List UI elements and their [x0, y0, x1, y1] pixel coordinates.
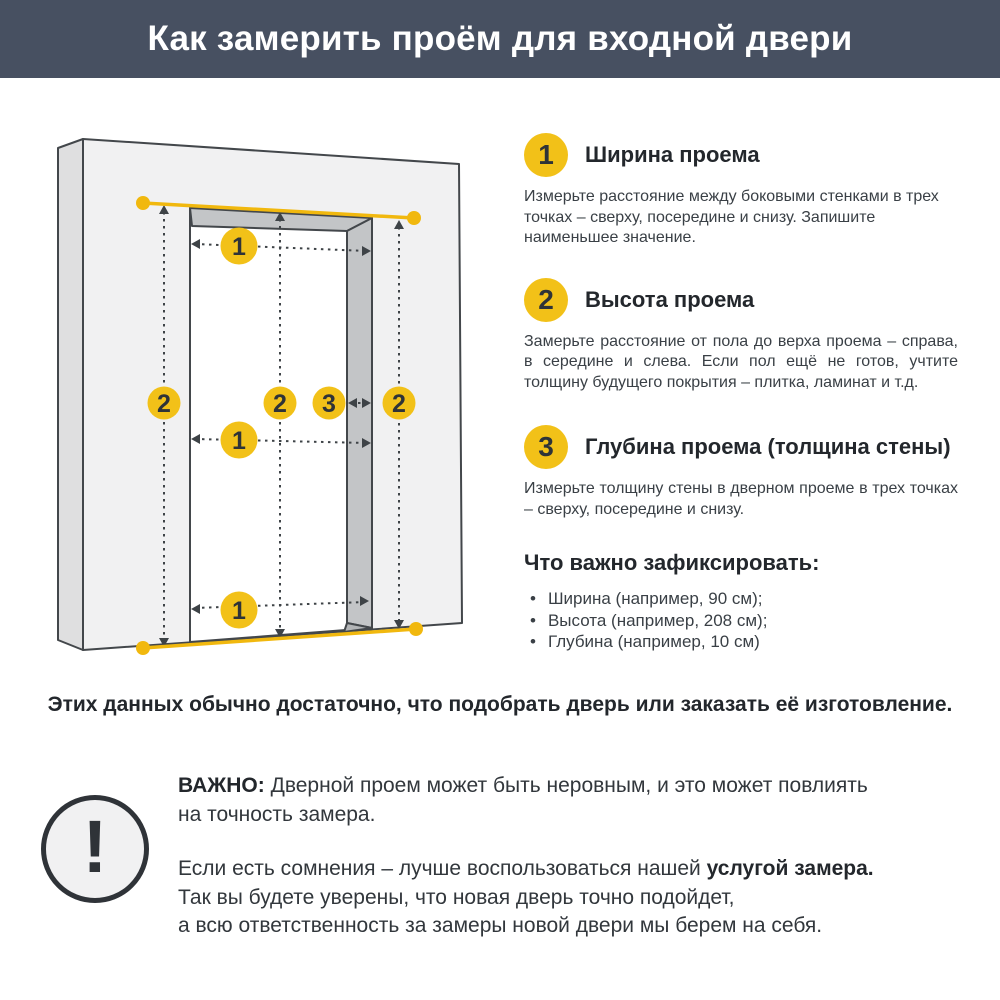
important-line-2: на точность замера.: [178, 802, 376, 826]
important-paragraph-1: [178, 772, 956, 829]
marker-height-right: [383, 387, 416, 420]
important-line-3: Если есть сомнения – лучше воспользоваться нашей: [178, 857, 707, 880]
marker-depth: [313, 387, 346, 420]
important-line-1: Дверной проем может быть неровным, и это может повлиять: [264, 774, 868, 797]
checklist: [524, 588, 958, 653]
opening-right-jamb-face: [347, 218, 372, 628]
marker-label: 2: [157, 390, 171, 418]
marker-height-left: [148, 387, 181, 420]
section-width-text: Измерьте расстояние между боковыми стенками в трех точках – сверху, посередине и снизу. Запишите наименьшее значение.: [524, 188, 939, 246]
tape-dot: [136, 196, 150, 210]
list-item: [530, 610, 958, 632]
important-note: [41, 772, 956, 941]
important-line-5: а всю ответственность за замеры новой двери мы берем на себя.: [178, 914, 823, 937]
list-item: [530, 631, 958, 653]
important-label: ВАЖНО:: [178, 774, 265, 797]
marker-height-center: [264, 387, 297, 420]
summary-text: Этих данных обычно достаточно, что подобрать дверь или заказать её изготовление.: [47, 693, 953, 716]
step-2-badge: 2: [524, 278, 568, 322]
marker-width-top: [221, 228, 258, 265]
section-height: [524, 278, 958, 394]
marker-label: 1: [232, 427, 246, 455]
section-width-header: [524, 133, 958, 177]
marker-label: 1: [232, 233, 246, 261]
instructions-column: [524, 133, 958, 653]
section-width: [524, 133, 958, 249]
marker-label: 1: [232, 597, 246, 625]
marker-width-bottom: [221, 592, 258, 629]
list-item-text: Высота (например, 208 см);: [547, 610, 768, 630]
section-depth-text: Измерьте толщину стены в дверном проеме в трех точках – сверху, посередине и снизу.: [524, 480, 958, 518]
checklist-title: Что важно зафиксировать:: [524, 550, 820, 575]
section-height-text: Замерьте расстояние от пола до верха проема – справа, в середине и слева. Если пол ещё не готов, учтите толщину будущего покрытия – плитка, ламинат и т.д.: [524, 332, 958, 391]
marker-label: 2: [273, 390, 287, 418]
list-item-text: Ширина (например, 90 см);: [547, 589, 763, 608]
marker-label: 3: [322, 390, 336, 418]
bullet-icon: •: [530, 632, 536, 651]
section-depth-title: Глубина проема (толщина стены): [585, 434, 951, 459]
width-line-bottom: [195, 602, 365, 608]
exclamation-icon: [41, 795, 149, 903]
tape-dot: [136, 641, 150, 655]
exclamation-glyph: !: [82, 805, 108, 888]
section-depth: [524, 425, 958, 520]
bullet-icon: •: [530, 610, 536, 630]
important-paragraph-2: [178, 855, 956, 941]
list-item-text: Глубина (например, 10 см): [547, 632, 760, 651]
marker-label: 2: [392, 390, 406, 418]
section-width-title: Ширина проема: [585, 142, 760, 167]
checklist-block: [524, 550, 958, 653]
section-height-header: [524, 278, 958, 322]
list-item: [530, 588, 958, 610]
section-height-title: Высота проема: [585, 286, 755, 312]
measure-service-label: услугой замера.: [706, 857, 874, 880]
page-title: Как замерить проём для входной двери: [147, 19, 853, 58]
important-text: [178, 772, 956, 941]
step-1-badge: 1: [524, 133, 568, 177]
bullet-icon: •: [530, 589, 536, 608]
important-line-4: Так вы будете уверены, что новая дверь точно подойдет,: [178, 885, 735, 909]
wall-left-side-face: [58, 139, 83, 650]
header-bar: [0, 0, 1000, 78]
tape-dot: [407, 211, 421, 225]
marker-width-middle: [221, 422, 258, 459]
step-3-badge: 3: [524, 425, 568, 469]
tape-dot: [409, 622, 423, 636]
section-depth-header: [524, 425, 958, 469]
